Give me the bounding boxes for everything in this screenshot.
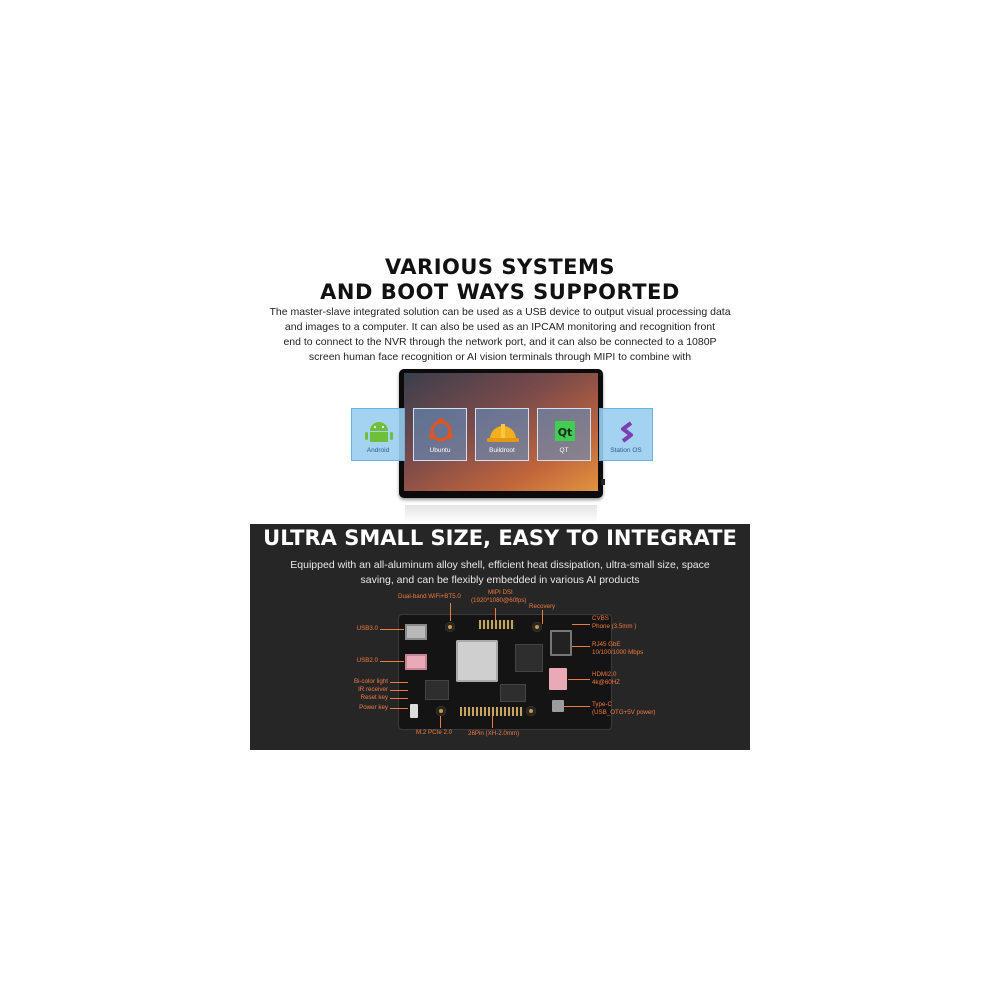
intro-line: screen human face recognition or AI vision terminals through MIPI to combine with xyxy=(308,351,692,363)
label-typec-desc: (USB_OTG+5V power) xyxy=(592,709,656,716)
os-tile-station-os xyxy=(599,408,653,461)
leader-line xyxy=(380,629,404,630)
qt-icon xyxy=(538,417,592,445)
mount-hole xyxy=(532,622,542,632)
chip xyxy=(500,684,526,702)
label-mipi-dsi: MIPI DSI xyxy=(488,589,513,596)
chip xyxy=(515,644,543,672)
label-rj45-speed: 10/100/1000 Mbps xyxy=(592,649,644,656)
usb2-port xyxy=(405,654,427,670)
leader-line xyxy=(440,716,441,728)
leader-line xyxy=(572,624,590,625)
leader-line xyxy=(568,679,590,680)
leader-line xyxy=(542,610,543,624)
os-tile-qt xyxy=(537,408,591,461)
android-icon xyxy=(352,417,406,445)
typec-port xyxy=(552,700,564,712)
label-reset-key: Reset key xyxy=(360,694,388,701)
os-tile-label: Android xyxy=(366,447,390,454)
label-power-key: Power key xyxy=(359,704,388,711)
station-os-icon xyxy=(600,417,654,445)
label-26pin: 26Pin (XH-2.0mm) xyxy=(468,730,520,737)
intro-line: end to connect to the NVR through the network port, and it can also be connected to a 1080P xyxy=(283,336,717,348)
heading-line-2: AND BOOT WAYS SUPPORTED xyxy=(320,280,680,304)
integration-panel xyxy=(250,524,750,750)
label-hdmi: HDMI2.0 xyxy=(592,671,617,678)
leader-line xyxy=(380,661,404,662)
mount-hole xyxy=(436,706,446,716)
panel-desc-line: saving, and can be flexibly embedded in various AI products xyxy=(360,574,640,586)
monitor-reflection xyxy=(405,505,597,523)
label-usb3: USB3.0 xyxy=(356,625,378,632)
leader-line xyxy=(495,608,496,620)
leader-line xyxy=(492,716,493,728)
label-bicolor-light: Bi-color light xyxy=(353,678,388,685)
leader-line xyxy=(390,690,408,691)
os-tile-android xyxy=(351,408,405,461)
label-cvbs: CVBS xyxy=(592,615,609,622)
soc-heatsink xyxy=(456,640,498,682)
mipi-connector xyxy=(479,620,515,629)
pin-header xyxy=(460,707,524,716)
heading-line-1: VARIOUS SYSTEMS xyxy=(384,255,616,279)
label-m2: M.2 PCIe 2.0 xyxy=(416,729,453,736)
chip xyxy=(425,680,449,700)
leader-line xyxy=(390,682,408,683)
os-tile-label: Ubuntu xyxy=(429,447,451,454)
usb3-port xyxy=(405,624,427,640)
ubuntu-icon xyxy=(414,417,468,445)
leader-line xyxy=(572,646,590,647)
label-recovery: Recovery xyxy=(529,603,556,610)
label-ir-receiver: IR receiver xyxy=(358,686,388,693)
label-mipi-res: (1920*1080@60fps) xyxy=(471,597,527,604)
hdmi-port xyxy=(549,668,567,690)
intro-line: and images to a computer. It can also be used as an IPCAM monitoring and recognition front xyxy=(284,321,716,333)
label-wifi: Dual-band WiFi+BT5.0 xyxy=(398,593,461,600)
monitor-button xyxy=(601,479,605,485)
os-tile-ubuntu xyxy=(413,408,467,461)
intro-line: The master-slave integrated solution can be used as a USB device to output visual processing data xyxy=(269,306,731,318)
label-typec: Type-C xyxy=(592,701,612,708)
hardhat-icon xyxy=(476,417,530,445)
rj45-port xyxy=(550,630,572,656)
os-tile-label: Station OS xyxy=(610,447,642,454)
os-tile-label: QT xyxy=(559,447,569,454)
power-key xyxy=(410,704,418,718)
os-tile-label: Buildroot xyxy=(489,447,515,454)
leader-line xyxy=(564,706,590,707)
svg-text:Qt: Qt xyxy=(557,426,573,439)
leader-line xyxy=(390,698,408,699)
intro-paragraph xyxy=(250,305,750,365)
os-tile-buildroot xyxy=(475,408,529,461)
label-hdmi-res: 4k@60HZ xyxy=(592,679,620,686)
label-rj45: RJ45 GbE xyxy=(592,641,621,648)
mount-hole xyxy=(445,622,455,632)
panel-description xyxy=(270,558,730,588)
leader-line xyxy=(390,708,408,709)
label-usb2: USB2.0 xyxy=(356,657,378,664)
leader-line xyxy=(450,603,451,621)
mount-hole xyxy=(526,706,536,716)
panel-desc-line: Equipped with an all-aluminum alloy shell, efficient heat dissipation, ultra-small size, space xyxy=(290,559,710,571)
panel-title: ULTRA SMALL SIZE, EASY TO INTEGRATE xyxy=(263,526,737,550)
label-phone: Phone (3.5mm ) xyxy=(592,623,637,630)
